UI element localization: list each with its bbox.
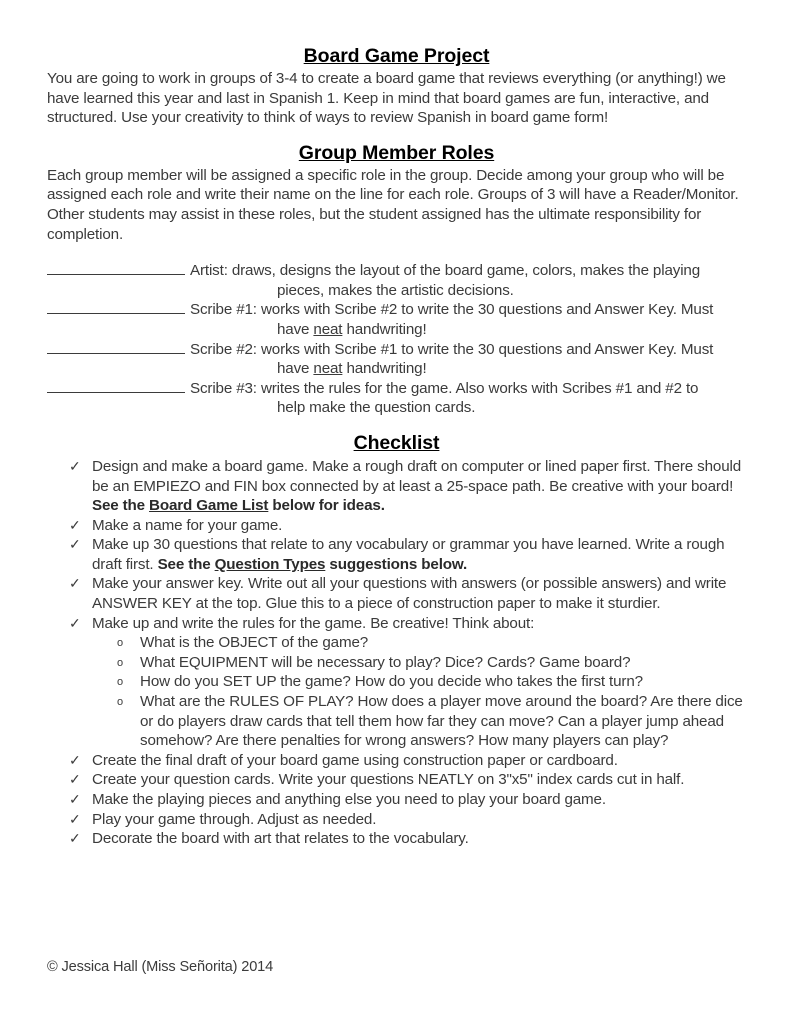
checklist-heading: Checklist (353, 431, 440, 454)
checklist-item[interactable] (47, 516, 746, 536)
checklist-subitem[interactable] (47, 672, 746, 692)
role-row-scribe1 (47, 300, 746, 339)
check-icon: ✓ (69, 575, 81, 592)
role-artist-label: Artist: (190, 262, 228, 280)
checklist-heading-wrap (47, 431, 746, 455)
circle-bullet-icon: o (117, 656, 123, 669)
role-name-blank-scribe2[interactable] (47, 341, 185, 354)
checklist-list (47, 457, 746, 849)
checklist-subitem[interactable] (47, 692, 746, 751)
role-scribe2-line1 (190, 341, 713, 358)
check-icon: ✓ (69, 791, 81, 807)
checklist-item-emphasis-post: suggestions below. (325, 555, 468, 573)
checklist-item[interactable] (47, 457, 746, 516)
role-scribe3-desc: writes the rules for the game. Also works with Scribes #1 and #2 to (256, 379, 699, 397)
footer-copyright: © Jessica Hall (Miss Señorita) 2014 (47, 959, 274, 975)
check-icon: ✓ (69, 614, 81, 631)
check-icon: ✓ (69, 536, 81, 553)
checklist-item-text: Decorate the board with art that relates to the vocabulary. (92, 830, 469, 848)
checklist-subitem-text: What EQUIPMENT will be necessary to play? Dice? Cards? Game board? (140, 653, 631, 671)
checklist-item-text: Create the final draft of your board game using construction paper or cardboard. (92, 751, 618, 769)
role-artist-line2: pieces, makes the artistic decisions. (277, 281, 514, 299)
role-scribe2-neat-underline: neat (313, 360, 343, 378)
roles-heading: Group Member Roles (298, 141, 495, 164)
role-scribe2-line2-post: handwriting! (342, 360, 427, 378)
checklist-item-emphasis (92, 497, 385, 514)
page-title: Board Game Project (303, 45, 490, 67)
checklist-item-emphasis-post: below for ideas. (268, 497, 385, 515)
checklist-item-text: Make a name for your game. (92, 516, 283, 534)
checklist-item-text: Make up 30 questions that relate to any vocabulary or grammar you have learned. Write a rough draft first. (92, 536, 725, 573)
role-row-scribe3 (47, 379, 746, 418)
role-scribe1-desc: works with Scribe #2 to write the 30 questions and Answer Key. Must (256, 301, 714, 319)
checklist-item-text: Create your question cards. Write your questions NEATLY on 3"x5" index cards cut in half. (92, 771, 685, 789)
checklist-subitem[interactable] (47, 633, 746, 653)
role-scribe2-label: Scribe #2: (190, 340, 257, 358)
checklist-item[interactable] (47, 751, 746, 771)
checklist-item-emphasis-underline: Board Game List (149, 497, 269, 515)
role-scribe1-line2-pre: have (277, 320, 314, 338)
checklist-item-emphasis-pre: See the (157, 555, 215, 573)
role-scribe1-neat-underline: neat (313, 320, 343, 338)
role-scribe2-desc: works with Scribe #1 to write the 30 questions and Answer Key. Must (256, 340, 714, 358)
checklist-item[interactable] (47, 535, 746, 574)
checklist-item-text: Make the playing pieces and anything else you need to play your board game. (92, 791, 606, 808)
intro-heading-wrap (47, 44, 746, 68)
role-row-scribe2 (47, 340, 746, 379)
role-scribe1-line2-post: handwriting! (342, 320, 427, 338)
role-name-blank-scribe3[interactable] (47, 380, 185, 393)
role-scribe3-line2: help make the question cards. (277, 399, 476, 417)
checklist-item-text: Play your game through. Adjust as needed. (92, 810, 377, 828)
checklist-subitem[interactable] (47, 653, 746, 673)
roles-heading-wrap (47, 141, 746, 165)
checklist-item[interactable] (47, 810, 746, 830)
intro-paragraph: You are going to work in groups of 3-4 to create a board game that reviews everything (or anything!) we have learned this year and last in Spanish 1. Keep in mind that board games are fun, interactive, and structured. Use your creativity to think of ways to review Spanish in board game form! (47, 70, 726, 127)
checklist-subitem-text: What is the OBJECT of the game? (140, 634, 369, 652)
checklist-item-text: Design and make a board game. Make a rough draft on computer or lined paper first. There should be an EMPIEZO and FIN box connected by at least a 25-space path. Be creative with your board! (92, 457, 742, 495)
circle-bullet-icon: o (117, 676, 123, 689)
circle-bullet-icon: o (117, 696, 123, 709)
role-scribe2-line2-pre: have (277, 360, 314, 378)
role-scribe1-label: Scribe #1: (190, 301, 257, 319)
checklist-item-emphasis (158, 556, 467, 573)
check-icon: ✓ (69, 516, 81, 533)
checklist-item[interactable] (47, 790, 746, 810)
role-scribe3-label: Scribe #3: (190, 379, 257, 397)
role-scribe1-line1 (190, 301, 713, 318)
checklist-item[interactable] (47, 614, 746, 634)
role-artist-desc: draws, designs the layout of the board game, colors, makes the playing (227, 262, 701, 280)
check-icon: ✓ (69, 751, 81, 768)
roles-list (47, 261, 746, 418)
checklist-item-emphasis-underline: Question Types (214, 555, 326, 573)
check-icon: ✓ (69, 771, 81, 788)
checklist-sublist (47, 633, 746, 751)
role-name-blank-scribe1[interactable] (47, 301, 185, 314)
checklist-item[interactable] (47, 770, 746, 790)
checklist-subitem-text: How do you SET UP the game? How do you decide who takes the first turn? (140, 673, 643, 691)
checklist-item[interactable] (47, 574, 746, 613)
checklist-item-text: Make your answer key. Write out all your questions with answers (or possible answers) and write ANSWER KEY at the top. Glue this to a piece of construction paper to make it sturdier. (92, 575, 727, 613)
roles-paragraph: Each group member will be assigned a specific role in the group. Decide among your group who will be assigned each role and write their name on the line for each role. Groups of 3 will have a Reader/Monitor. Other students may assist in these roles, but the student assigned has the ultimate responsibility for completion. (47, 166, 739, 243)
checklist-item-emphasis-pre: See the (92, 497, 150, 515)
check-icon: ✓ (69, 457, 81, 474)
role-scribe2-line2 (277, 359, 746, 379)
role-row-artist (47, 261, 746, 300)
document-content (47, 44, 746, 849)
role-name-blank-artist[interactable] (47, 262, 185, 275)
role-artist-line1 (190, 262, 700, 279)
checklist-subitem-text: What are the RULES OF PLAY? How does a player move around the board? Are there dice or do players draw cards that tell them how far they can move? Can a player jump ahead somehow? Are there penalties for wrong answers? How many players can play? (140, 693, 743, 750)
check-icon: ✓ (69, 830, 81, 847)
checklist-item-text: Make up and write the rules for the game. Be creative! Think about: (92, 614, 535, 632)
circle-bullet-icon: o (117, 637, 123, 650)
role-scribe3-line1 (190, 380, 698, 397)
checklist-item[interactable] (47, 829, 746, 849)
role-scribe1-line2 (277, 320, 746, 340)
check-icon: ✓ (69, 810, 81, 827)
